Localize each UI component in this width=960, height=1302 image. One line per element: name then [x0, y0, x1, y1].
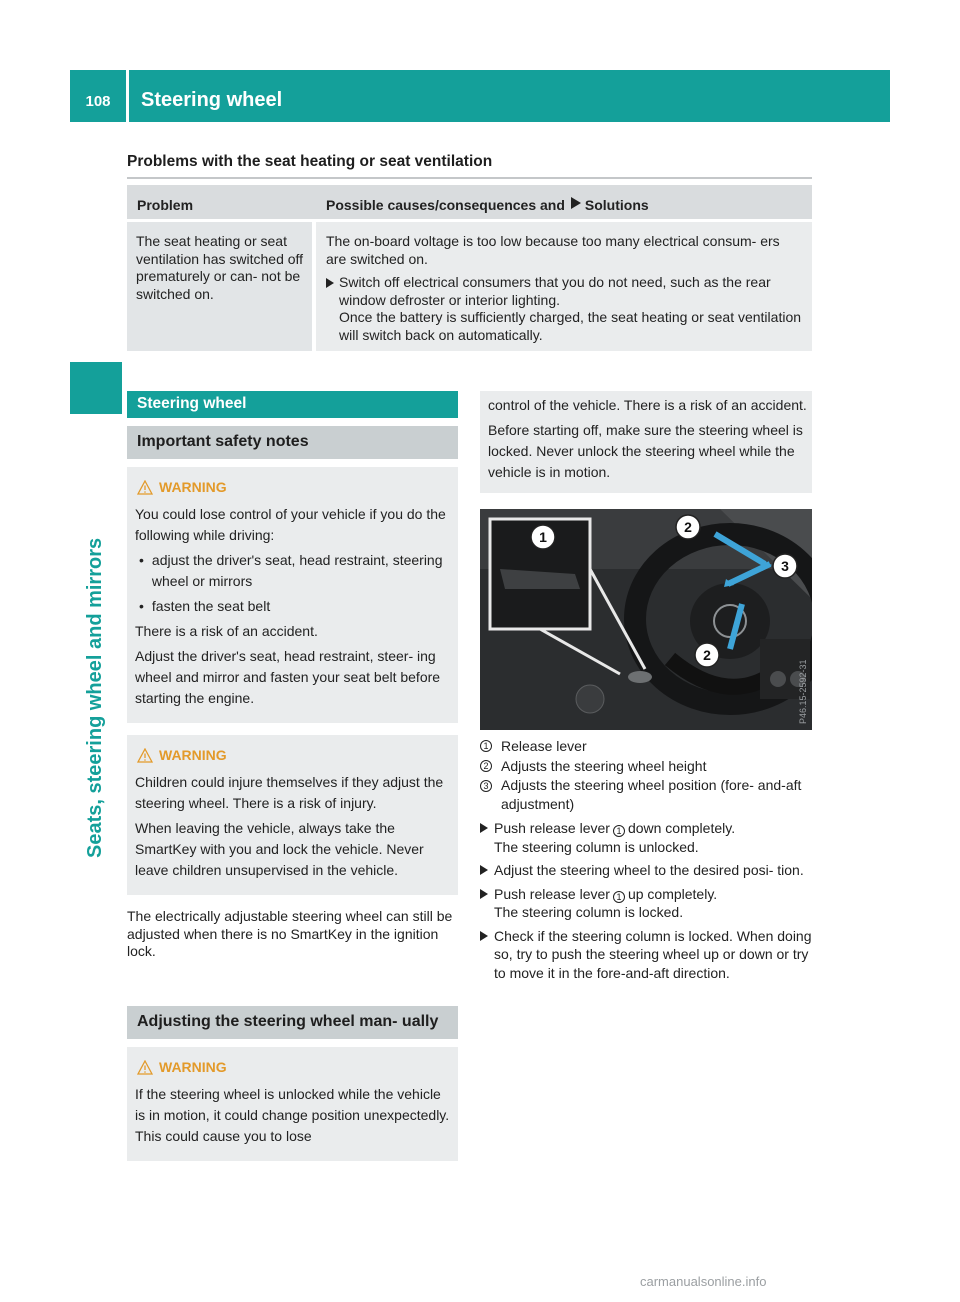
instruction-step [480, 927, 812, 983]
steering-wheel-illustration [480, 509, 812, 730]
legend-number: 2 [480, 760, 492, 772]
col-problem-header: Problem [137, 197, 194, 213]
callout-3: 3 [781, 558, 789, 574]
warning-advice: Adjust the driver's seat, head restraint, steer- ing wheel and mirror and fasten your seat belt before starting the engine. [135, 648, 441, 706]
warning-text: Children could injure themselves if they adjust the steering wheel. There is a risk of injury. [135, 774, 444, 811]
warning-box [127, 1047, 458, 1161]
callout-2-bottom: 2 [703, 647, 711, 663]
warning-label: WARNING [159, 1058, 227, 1075]
side-tab-label: Seats, steering wheel and mirrors [84, 537, 106, 858]
inline-number: 1 [613, 825, 625, 837]
warning-text: If the steering wheel is unlocked while the vehicle is in motion, it could change position unexpectedly. This could cause you to lose [135, 1085, 450, 1144]
warning-triangle-icon [137, 748, 153, 763]
legend-text: Adjusts the steering wheel height [501, 758, 707, 774]
step-arrow-icon [480, 865, 488, 875]
warning-text: Before starting off, make sure the steering wheel is locked. Never unlock the steering wheel while the vehicle is in motion. [488, 422, 803, 480]
step-text: Push release lever [494, 885, 610, 902]
steering-wheel-photo [480, 509, 812, 730]
col-solutions-pre: Possible causes/consequences and [326, 197, 565, 213]
table-row [127, 222, 812, 351]
section-rule [127, 177, 812, 179]
warning-title [135, 1057, 453, 1078]
legend-text: Adjusts the steering wheel position (fore- and-aft adjustment) [501, 777, 802, 812]
warning-triangle-icon [137, 1060, 153, 1075]
page-title: Steering wheel [141, 89, 283, 111]
legend-item [480, 736, 812, 756]
step-text: down completely. [627, 820, 736, 836]
steering-wheel-heading: Steering wheel [127, 391, 458, 418]
solution-step [326, 274, 803, 344]
bullet-icon: • [139, 598, 144, 614]
instruction-step [480, 861, 812, 880]
instruction-step [480, 819, 812, 856]
step-text: Switch off electrical consumers that you do not need, such as the rear window defroster or interior lighting. [339, 274, 771, 308]
warning-risk: There is a risk of an accident. [135, 623, 318, 639]
page-header [70, 70, 890, 122]
bullet-text: fasten the seat belt [151, 598, 271, 614]
page-number: 108 [85, 92, 111, 110]
legend-number: 3 [480, 780, 492, 792]
adjust-heading: Adjusting the steering wheel man- ually [127, 1006, 458, 1039]
step-arrow-icon [480, 889, 488, 899]
list-item [135, 550, 453, 592]
bullet-icon: • [139, 552, 144, 568]
list-item [135, 596, 453, 617]
step-text: Check if the steering column is locked. When doing so, try to push the steering wheel up or down or try to move it in the fore-and-aft direction. [494, 927, 812, 981]
instruction-steps [480, 819, 812, 982]
warning-text: When leaving the vehicle, always take the SmartKey with you and lock the vehicle. Never leave children unsupervised in the vehicle. [135, 820, 424, 878]
step-result: The steering column is locked. [494, 904, 684, 920]
warning-box [127, 735, 458, 895]
problems-table [127, 185, 812, 351]
legend [480, 736, 812, 814]
step-arrow-icon [480, 931, 488, 941]
step-text: Adjust the steering wheel to the desired posi- tion. [494, 862, 804, 878]
warning-intro: You could lose control of your vehicle if you do the following while driving: [135, 506, 446, 543]
warning-continuation [480, 391, 812, 493]
left-column [127, 391, 458, 1161]
legend-item [480, 776, 812, 814]
warning-title [135, 477, 453, 498]
col-solutions-header [316, 185, 812, 219]
solution-cell [316, 222, 812, 351]
step-arrow-icon [326, 278, 334, 288]
step-text: up completely. [627, 885, 718, 902]
step-note: Once the battery is sufficiently charged, the seat heating or seat ventilation will switch back on automatically. [339, 309, 802, 343]
legend-number: 1 [480, 740, 492, 752]
safety-notes-heading: Important safety notes [127, 426, 458, 459]
warning-label: WARNING [159, 479, 227, 495]
col-solutions-post: Solutions [584, 197, 649, 213]
right-column [480, 391, 812, 982]
body-paragraph: The electrically adjustable steering wheel can still be adjusted when there is no SmartKey in the ignition lock. [127, 908, 453, 959]
callout-2-top: 2 [684, 519, 692, 535]
step-result: The steering column is unlocked. [494, 838, 699, 855]
step-content [494, 819, 735, 856]
warning-label: WARNING [159, 747, 227, 763]
cause-text: The on-board voltage is too low because too many electrical consum- ers are switched on. [326, 233, 780, 267]
warning-title [135, 745, 453, 766]
step-text: Push release lever [494, 820, 610, 836]
legend-item [480, 756, 812, 776]
warning-triangle-icon [137, 480, 153, 495]
problem-cell: The seat heating or seat ventilation has switched off prematurely or can- not be switched on. [127, 222, 312, 351]
image-code: P46.15-2592-31 [798, 659, 808, 724]
step-arrow-icon [480, 823, 488, 833]
side-tab-marker [70, 362, 122, 414]
inline-number: 1 [613, 891, 625, 903]
step-content [339, 274, 803, 344]
step-content [494, 885, 717, 922]
bullet-text: adjust the driver's seat, head restraint, steering wheel or mirrors [151, 552, 443, 589]
warning-box [127, 467, 458, 723]
callout-1: 1 [539, 529, 547, 545]
solution-arrow-icon [571, 197, 581, 209]
warning-text: control of the vehicle. There is a risk of an accident. [488, 397, 807, 413]
table-header [127, 185, 812, 219]
instruction-step [480, 885, 812, 922]
legend-text: Release lever [501, 738, 587, 754]
problems-title: Problems with the seat heating or seat ventilation [127, 153, 493, 170]
watermark: carmanualsonline.info [640, 1274, 767, 1289]
